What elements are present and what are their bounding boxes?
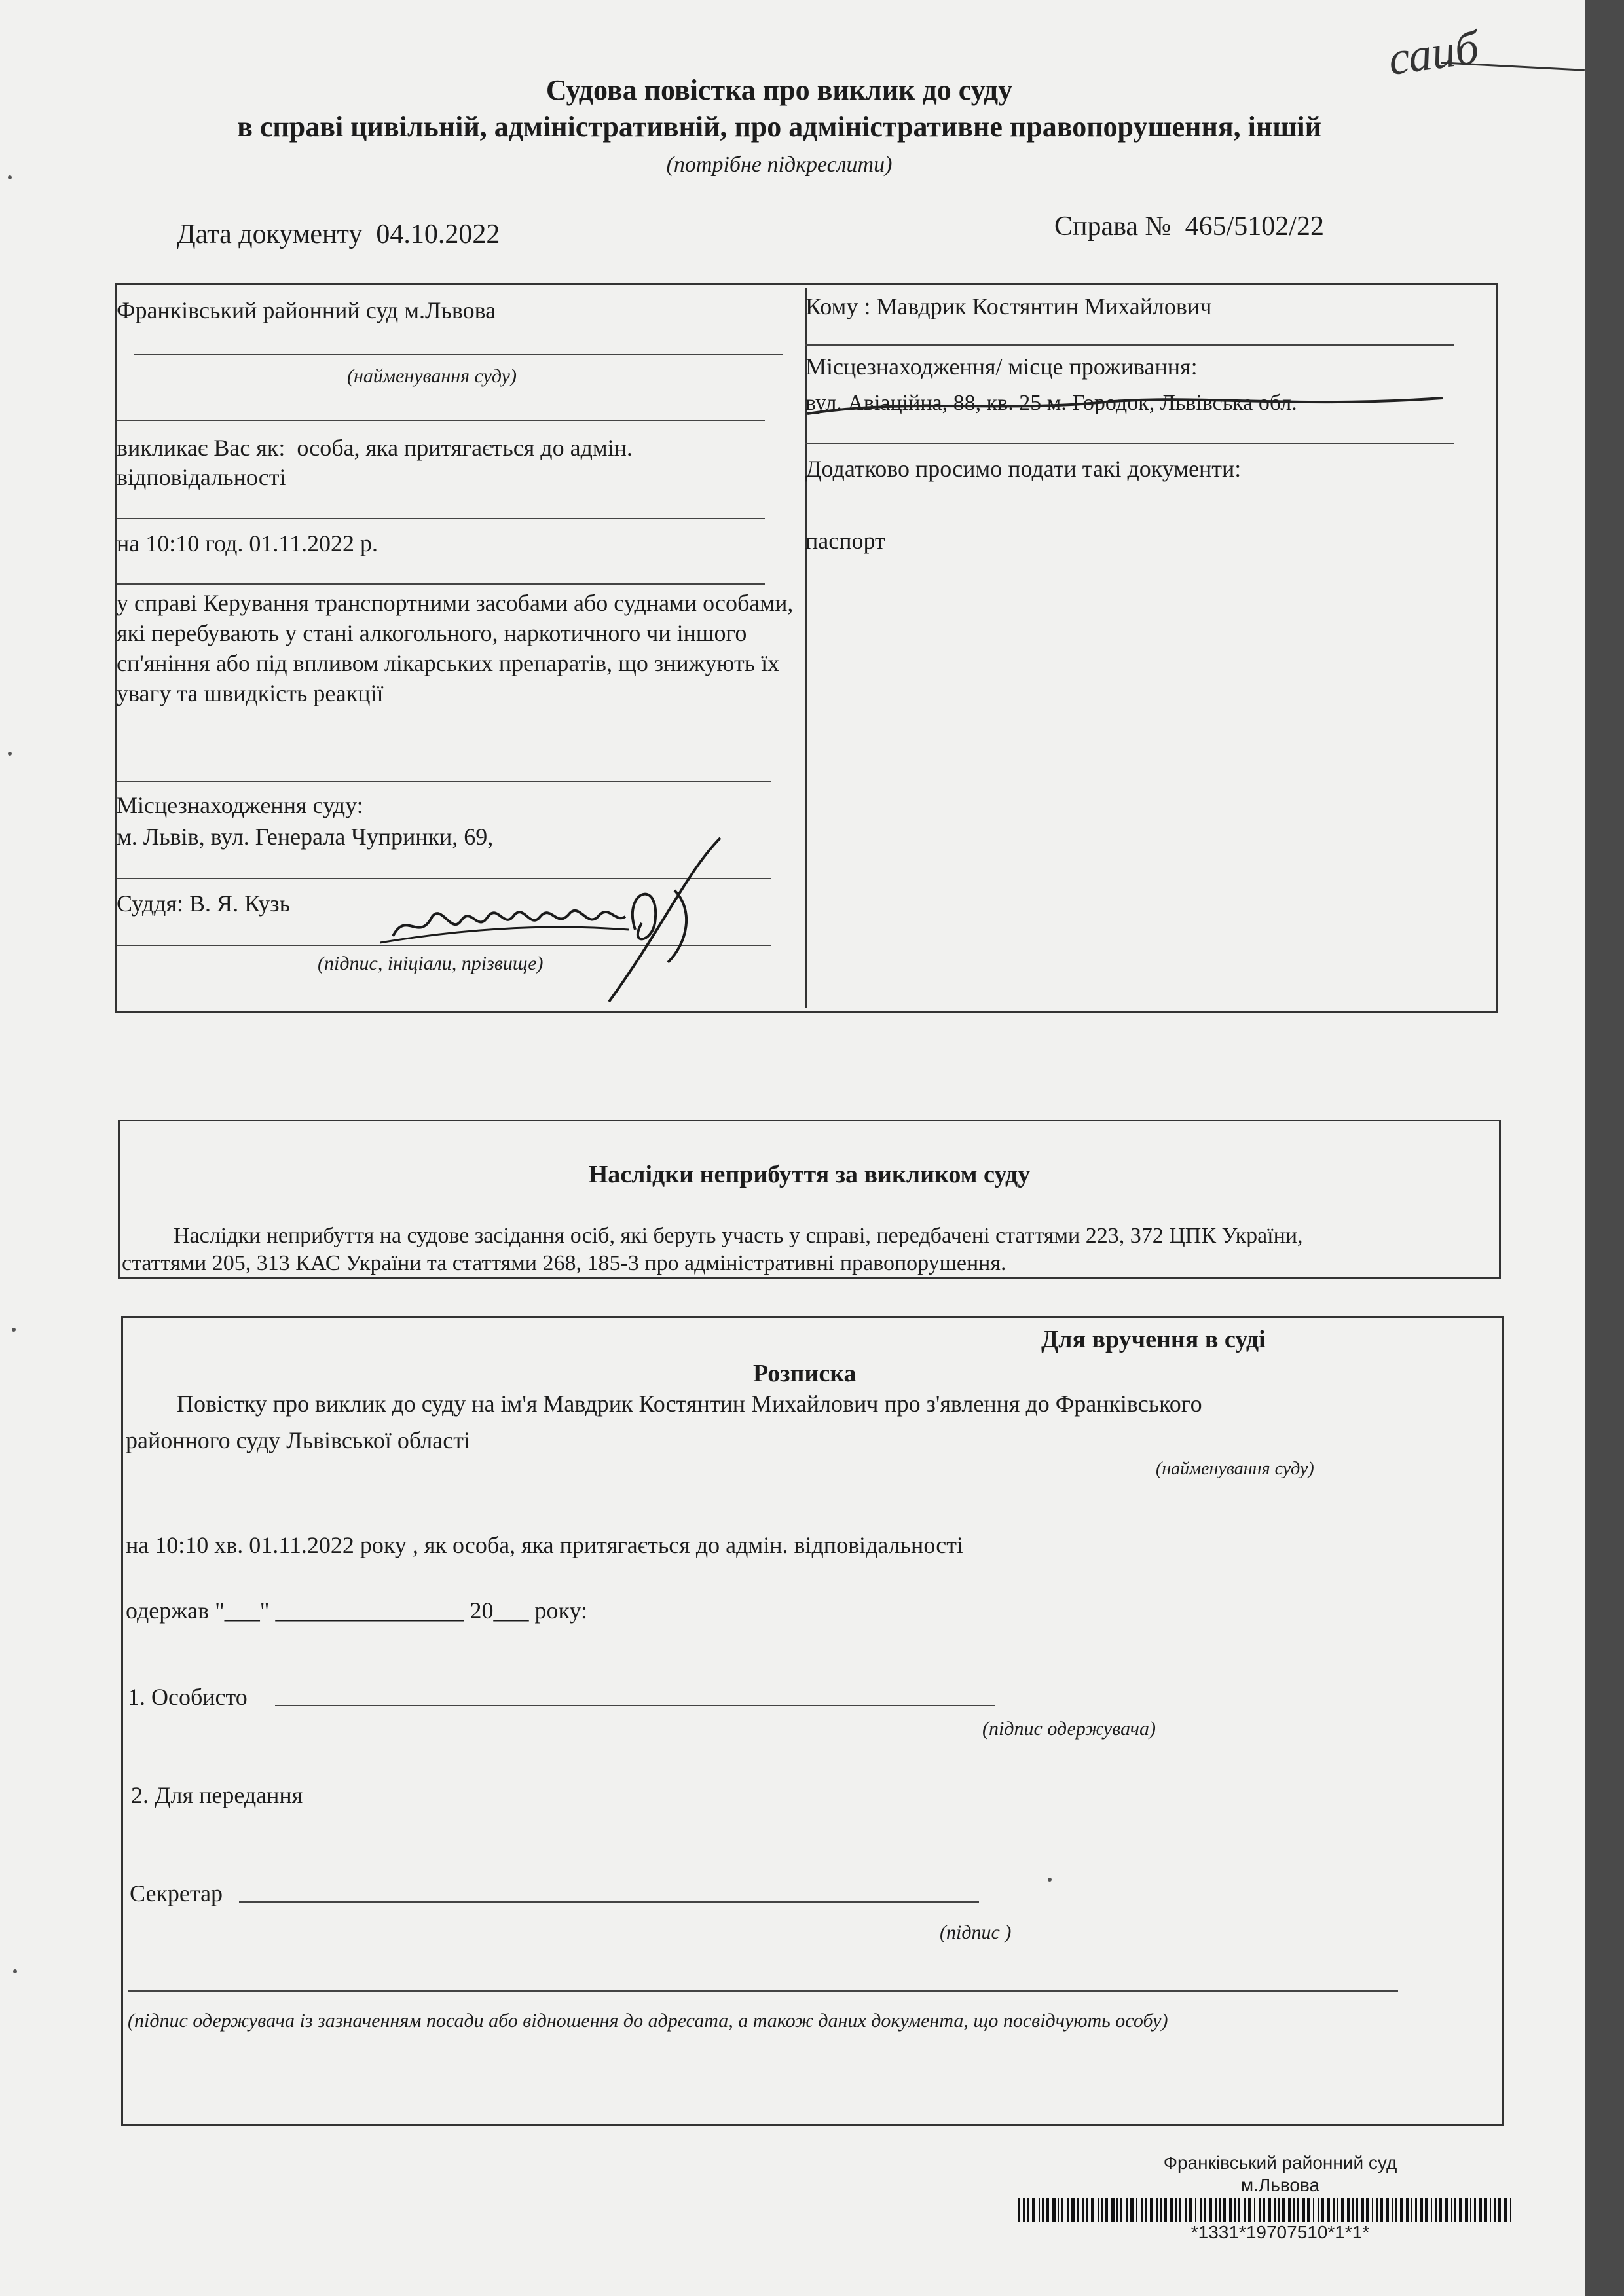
barcode-bar [1465,2198,1468,2222]
summons-role-label: викликає Вас як: [117,435,286,461]
barcode-bar [1392,2198,1393,2222]
receipt-received-line: одержав "___" ________________ 20___ року: [126,1597,588,1624]
hearing-time: на 10:10 год. 01.11.2022 р. [117,530,378,556]
barcode-bar [1366,2198,1369,2222]
barcode-bar [1195,2198,1196,2222]
barcode-bar [1150,2198,1153,2222]
barcode-bar [1185,2198,1187,2222]
barcode-bar [1018,2198,1020,2222]
barcode-bar [1238,2198,1240,2222]
footer-court-name: Франківський районний суд [1163,2153,1397,2173]
receipt-court-caption: (найменування суду) [1156,1459,1314,1479]
documents-value: паспорт [805,528,885,554]
barcode-bar [1160,2198,1162,2222]
barcode-bar [1439,2198,1442,2222]
barcode-bar [1318,2198,1320,2222]
barcode-text: *1331*19707510*1*1* [1190,2222,1370,2242]
title-note: (потрібне підкреслити) [666,153,893,177]
barcode-bar [1406,2198,1409,2222]
address-value: вул. Авіаційна, 88, кв. 25 м. Городок, Львівська обл. [805,391,1297,415]
barcode-bar [1082,2198,1084,2222]
barcode-bar [1023,2198,1025,2222]
document-title-line1: Судова повістка про виклик до суду [545,74,1013,106]
court-location-value: м. Львів, вул. Генерала Чупринки, 69, [117,824,494,850]
judge-signature-icon [380,831,733,1008]
barcode-bar [1098,2198,1099,2222]
barcode-bar [1219,2198,1221,2222]
barcode-bar [1297,2198,1299,2222]
address-strikethrough [804,386,1446,426]
barcode-bar [1141,2198,1143,2222]
judge-signature-caption: (підпис, ініціали, прізвище) [318,953,544,974]
summons-role [117,433,784,492]
receipt-for-court: Для вручення в суді [1041,1326,1266,1353]
barcode-bar [1337,2198,1338,2222]
barcode-bar [1067,2198,1069,2222]
barcode-bar [1244,2198,1246,2222]
recipient-name: Кому : Мавдрик Костянтин Михайлович [805,293,1212,319]
consequences-text-line1: Наслідки неприбуття на судове засідання осіб, які беруть участь у справі, передбачені статтями 223, 372 ЦПК України, [174,1224,1303,1248]
barcode-bar [1116,2198,1118,2222]
court-name-line [134,354,783,355]
court-name: Франківський районний суд м.Львова [117,297,496,323]
barcode-bar [1268,2198,1271,2222]
address-label: Місцезнаходження/ місце проживання: [805,354,1198,380]
barcode-bar [1130,2198,1134,2222]
barcode-bar [1293,2198,1295,2222]
barcode-bar [1136,2198,1137,2222]
divider-line [117,583,765,585]
document-date-label: Дата документу [177,219,363,249]
barcode-bar [1307,2198,1310,2222]
receipt-heading: Розписка [753,1360,857,1387]
barcode-bar [1445,2198,1448,2222]
barcode-bar [1470,2198,1471,2222]
barcode-bar [1039,2198,1040,2222]
receipt-bottom-caption: (підпис одержувача із зазначенням посади або відношення до адресата, а також даних документа, що посвідчують особу) [128,2010,1168,2032]
barcode-bar [1361,2198,1364,2222]
receipt-bottom-line [128,1990,1398,1992]
barcode-bar [1077,2198,1079,2222]
summons-role-value: особа, яка притягається до адмін. відповідальності [117,435,633,490]
barcode-bar [1274,2198,1276,2222]
barcode-bar [1164,2198,1167,2222]
barcode-bar [1431,2198,1432,2222]
barcode-bar [1145,2198,1147,2222]
barcode-bar [1321,2198,1324,2222]
barcode-bar [1454,2198,1456,2222]
barcode-bar [1259,2198,1261,2222]
barcode-bar [1494,2198,1496,2222]
barcode-bar [1111,2198,1115,2222]
barcode-bar [1380,2198,1383,2222]
barcode-bar [1352,2198,1354,2222]
barcode-bar [1234,2198,1236,2222]
barcode-bar [1200,2198,1202,2222]
barcode-bar [1288,2198,1291,2222]
consequences-text-line2: статтями 205, 313 КАС України та статтями 268, 185-3 про адміністративні правопорушення. [122,1251,1006,1275]
receipt-personally-label: 1. Особисто [128,1684,248,1710]
receipt-personally-caption: (підпис одержувача) [982,1718,1156,1740]
case-number [1054,211,1324,242]
barcode-bar [1372,2198,1373,2222]
receipt-secretary-caption: (підпис ) [940,1922,1012,1943]
corner-scribble: саиб [1385,20,1483,86]
scan-speckle [8,175,12,179]
divider-line [117,518,765,519]
receipt-time-line: на 10:10 хв. 01.11.2022 року , як особа, яка притягається до адмін. відповідальності [126,1532,963,1558]
barcode-bar [1415,2198,1417,2222]
barcode-bar [1504,2198,1507,2222]
barcode-bar [1459,2198,1462,2222]
barcode-bar [1179,2198,1181,2222]
barcode-bar [1229,2198,1232,2222]
barcode-bar [1263,2198,1265,2222]
divider-line [117,420,765,421]
divider-line [805,443,1454,444]
barcode-bar [1058,2198,1059,2222]
barcode-bar [1395,2198,1397,2222]
barcode-bar [1046,2198,1049,2222]
barcode-bar [1248,2198,1251,2222]
barcode-bar [1333,2198,1335,2222]
document-title-line2: в справі цивільній, адміністративній, про адміністративне правопорушення, іншій [237,111,1321,143]
barcode-bar [1510,2198,1511,2222]
secretary-signature-line [239,1901,979,1903]
barcode-bar [1105,2198,1108,2222]
case-number-label: Справа № [1054,211,1172,242]
barcode-bar [1420,2198,1423,2222]
barcode-bar [1490,2198,1491,2222]
barcode-bar [1474,2198,1476,2222]
barcode-bar [1347,2198,1350,2222]
barcode-bar [1189,2198,1192,2222]
barcode-bar [1126,2198,1128,2222]
barcode-bar [1061,2198,1063,2222]
barcode-bar [1052,2198,1056,2222]
judge-name: Суддя: В. Я. Кузь [117,890,291,917]
case-description: у справі Керування транспортними засобами або суднами особами, які перебувають у стані алкогольного, наркотичного чи іншого сп'яніння або під впливом лікарських препаратів, що знижують їх увагу та швидкість реакції [117,590,794,707]
barcode-bar [1341,2198,1344,2222]
barcode-bar [1086,2198,1088,2222]
barcode-bar [1215,2198,1217,2222]
barcode-bar [1032,2198,1035,2222]
barcode-bar [1327,2198,1330,2222]
divider-line [117,781,771,782]
barcode-bar [1091,2198,1094,2222]
barcode-bar [1042,2198,1044,2222]
court-name-caption: (найменування суду) [347,365,517,387]
document-date-value: 04.10.2022 [376,219,500,249]
barcode-bar [1302,2198,1305,2222]
barcode-bar [1204,2198,1206,2222]
divider-line [805,344,1454,346]
case-number-value: 465/5102/22 [1185,211,1324,242]
barcode-bar [1278,2198,1280,2222]
barcode-bar [1170,2198,1173,2222]
barcode-bar [1156,2198,1158,2222]
barcode-bar [1120,2198,1122,2222]
barcode-bar [1411,2198,1412,2222]
scan-speckle [1048,1878,1052,1882]
barcode-bar [1356,2198,1358,2222]
page-edge-shadow [1585,0,1624,2296]
scan-speckle [12,1328,16,1332]
barcode-bar [1071,2198,1075,2222]
document-date [177,219,500,250]
barcode-bar [1223,2198,1226,2222]
barcode-bar [1451,2198,1452,2222]
barcode-bar [1101,2198,1103,2222]
barcode-bar [1254,2198,1255,2222]
personally-signature-line [275,1705,995,1706]
barcode-bar [1400,2198,1403,2222]
barcode-bar [1479,2198,1482,2222]
consequences-heading: Наслідки неприбуття за викликом суду [588,1161,1031,1188]
receipt-transfer-label: 2. Для передання [131,1782,303,1808]
barcode-bar [1209,2198,1212,2222]
receipt-secretary-label: Секретар [130,1880,223,1906]
barcode-bar [1484,2198,1487,2222]
barcode-bar [1376,2198,1378,2222]
documents-label: Додатково просимо подати такі документи: [805,456,1242,482]
barcode-bar [1435,2198,1437,2222]
receipt-text-line2: районного суду Львівської області [126,1427,470,1453]
scan-speckle [8,752,12,756]
barcode-icon [1018,2198,1516,2222]
barcode-bar [1282,2198,1285,2222]
barcode-bar [1498,2198,1501,2222]
court-location-label: Місцезнаходження суду: [117,792,363,818]
barcode-bar [1425,2198,1428,2222]
barcode-bar [1386,2198,1389,2222]
barcode-bar [1027,2198,1029,2222]
receipt-text-line1: Повістку про виклик до суду на ім'я Мавдрик Костянтин Михайлович про з'явлення до Франківського [177,1391,1202,1417]
scan-speckle [13,1969,17,1973]
barcode-bar [1313,2198,1314,2222]
footer-court-city: м.Львова [1240,2175,1320,2195]
barcode-bar [1175,2198,1177,2222]
